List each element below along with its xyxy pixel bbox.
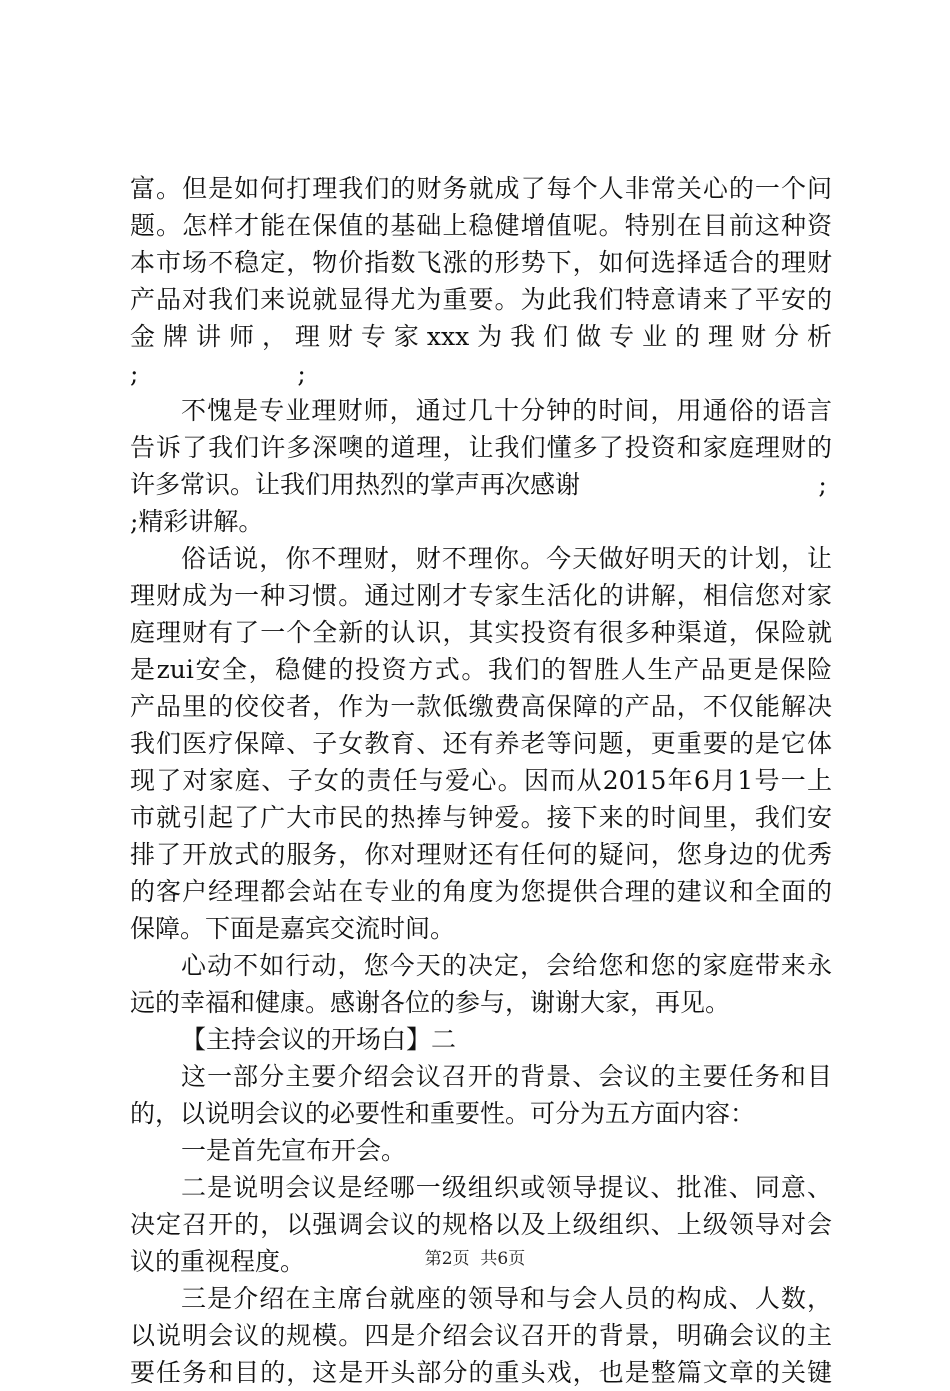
text-line: 的客户经理都会站在专业的角度为您提供合理的建议和全面的 <box>130 877 832 906</box>
text-line: 以说明会议的规模。四是介绍会议召开的背景，明确会议的主 <box>130 1321 832 1350</box>
text-line: 我们医疗保障、子女教育、还有养老等问题，更重要的是它体 <box>130 729 832 758</box>
text-line: 许多常识。让我们用热烈的掌声再次感谢 ; <box>130 470 827 499</box>
text-line: 议的重视程度。 <box>130 1247 306 1276</box>
text-line: 题。怎样才能在保值的基础上稳健增值呢。特别在目前这种资 <box>130 211 832 240</box>
paragraph-start-line: 这一部分主要介绍会议召开的背景、会议的主要任务和目 <box>181 1062 832 1091</box>
text-line: 富。但是如何打理我们的财务就成了每个人非常关心的一个问 <box>130 174 832 203</box>
text-line: ; ; <box>130 359 306 388</box>
text-line: 金 牌 讲 师 ， 理 财 专 家 xxx 为 我 们 做 专 业 的 理 财 分 析 <box>130 322 832 351</box>
section-heading: 【主持会议的开场白】二 <box>181 1025 457 1054</box>
text-line: 保障。下面是嘉宾交流时间。 <box>130 914 456 943</box>
text-line: 产品对我们来说就显得尤为重要。为此我们特意请来了平安的 <box>130 285 832 314</box>
text-line: 决定召开的，以强调会议的规格以及上级组织、上级领导对会 <box>130 1210 832 1239</box>
document-body <box>130 170 832 1391</box>
text-line: 市就引起了广大市民的热捧与钟爱。接下来的时间里，我们安 <box>130 803 832 832</box>
text-line: 庭理财有了一个全新的认识，其实投资有很多种渠道，保险就 <box>130 618 832 647</box>
text-line: 告诉了我们许多深噢的道理，让我们懂多了投资和家庭理财的 <box>130 433 832 462</box>
paragraph-start-line: 二是说明会议是经哪一级组织或领导提议、批准、同意、 <box>181 1173 832 1202</box>
page-number-footer: 第2页 共6页 <box>424 1249 526 1269</box>
text-line: 要任务和目的，这是开头部分的重头戏，也是整篇文章的关键 <box>130 1358 832 1387</box>
text-line: 是zui安全，稳健的投资方式。我们的智胜人生产品更是保险 <box>130 655 832 684</box>
text-line: 理财成为一种习惯。通过刚才专家生活化的讲解，相信您对家 <box>130 581 832 610</box>
text-line: 的，以说明会议的必要性和重要性。可分为五方面内容： <box>130 1099 756 1128</box>
paragraph-start-line: 俗话说，你不理财，财不理你。今天做好明天的计划，让 <box>181 544 832 573</box>
text-line: ;精彩讲解。 <box>130 507 264 536</box>
text-line: 排了开放式的服务，你对理财还有任何的疑问，您身边的优秀 <box>130 840 832 869</box>
paragraph-start-line: 不愧是专业理财师，通过几十分钟的时间，用通俗的语言 <box>181 396 832 425</box>
text-line: 产品里的佼佼者，作为一款低缴费高保障的产品，不仅能解决 <box>130 692 832 721</box>
text-line: 本市场不稳定，物价指数飞涨的形势下，如何选择适合的理财 <box>130 248 832 277</box>
text-line: 远的幸福和健康。感谢各位的参与，谢谢大家，再见。 <box>130 988 731 1017</box>
text-line: 现了对家庭、子女的责任与爱心。因而从2015年6月1号一上 <box>130 766 832 795</box>
paragraph-start-line: 一是首先宣布开会。 <box>181 1136 407 1165</box>
paragraph-start-line: 三是介绍在主席台就座的领导和与会人员的构成、人数， <box>181 1284 832 1313</box>
paragraph-start-line: 心动不如行动，您今天的决定，会给您和您的家庭带来永 <box>181 951 832 980</box>
